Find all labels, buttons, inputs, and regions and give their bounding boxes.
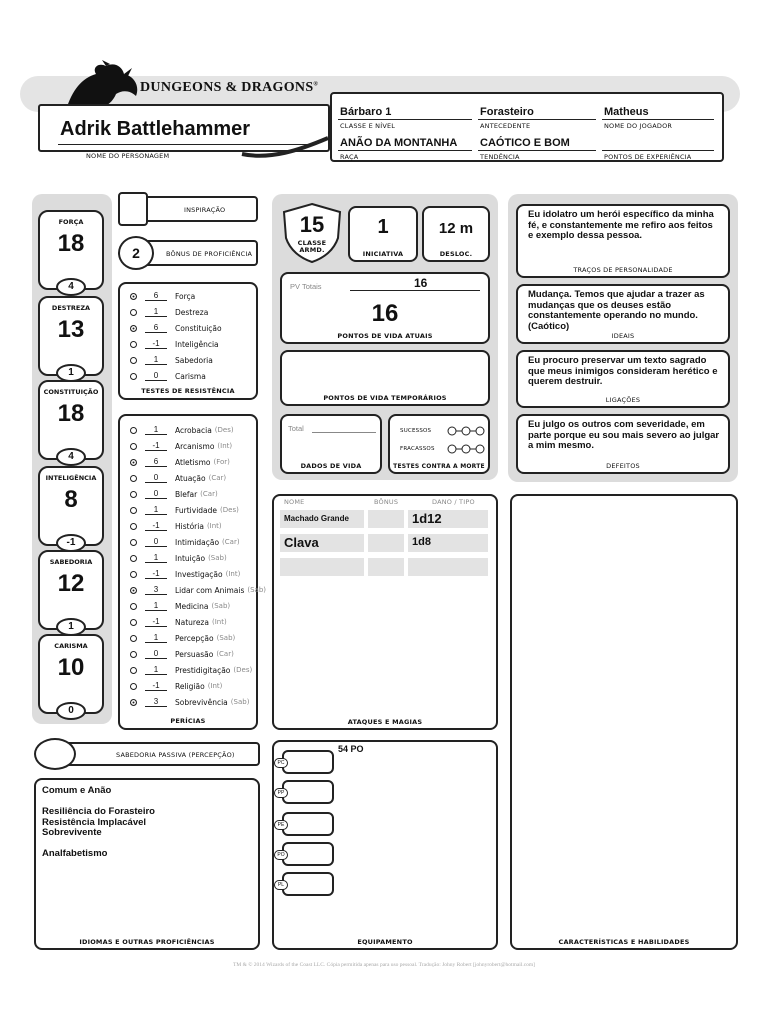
coin-pl[interactable] [277,872,334,896]
skill-name: Natureza [175,617,209,627]
skill-row[interactable] [130,454,230,470]
attr-constitution-score[interactable]: 18 [57,400,85,427]
death-fail-circles[interactable] [446,442,486,454]
save-value[interactable]: 6 [145,323,167,333]
attr-dexterity-name: DESTREZA [51,304,91,312]
player-name-value[interactable]: Matheus [604,106,649,118]
attr-intelligence-score[interactable]: 8 [64,486,78,513]
attr-intelligence[interactable] [38,466,104,546]
player-name-line [602,119,714,120]
hp-max-label: PV Totais [290,282,322,291]
skill-row[interactable] [130,630,235,646]
save-value[interactable]: 6 [145,291,167,301]
prof-dot-icon[interactable] [130,571,137,578]
death-fail-label: FRACASSOS [400,446,435,452]
save-row[interactable] [130,336,219,352]
prof-dot-icon[interactable] [130,667,137,674]
coin-pe-label: PE [274,820,288,830]
skill-name: Acrobacia [175,425,212,435]
armor-class-shield[interactable] [280,202,344,264]
skill-row[interactable] [130,470,226,486]
hp-temp-panel[interactable] [280,350,490,406]
language-line[interactable]: Resistência Implacável [42,816,147,828]
language-line[interactable]: Comum e Anão [42,785,112,796]
attack-bonus-cell[interactable] [368,558,404,576]
hit-dice-total-line [312,432,376,433]
attr-wisdom-score[interactable]: 12 [57,570,85,597]
prof-dot-icon[interactable] [130,459,137,466]
speed-box [422,206,490,262]
attacks-col-bonus: BÔNUS [374,498,399,506]
attr-wisdom[interactable] [38,550,104,630]
skill-ability: (Sab) [247,586,266,594]
armor-class-label: CLASSE ARMD. [297,239,327,254]
skill-ability: (Car) [200,490,218,498]
skill-name: Sobrevivência [175,697,228,707]
prof-dot-icon[interactable] [130,619,137,626]
save-row[interactable] [130,288,195,304]
personality-label: TRAÇOS DE PERSONALIDADE [573,266,673,274]
skill-value[interactable]: -1 [145,617,167,627]
skill-row[interactable] [130,566,240,582]
hp-max-line [350,290,480,291]
skill-name: Intimidação [175,537,220,547]
skill-ability: (Int) [207,682,223,690]
passive-wisdom-value[interactable] [34,738,76,770]
prof-dot-icon[interactable] [130,357,137,364]
flaws-text[interactable]: Eu julgo os outros com severidade, em parte porque eu sou mais severo ao julgar a mim mesmo. [528,419,720,451]
prof-dot-icon[interactable] [130,523,137,530]
flaws-panel[interactable] [516,414,730,474]
attack-damage-cell[interactable]: 1d8 [408,534,488,552]
skills-label: PERÍCIAS [170,717,206,725]
skill-ability: (Int) [217,442,233,450]
coin-pp-label: PP [274,788,288,798]
languages-panel [34,778,260,950]
attr-wisdom-mod[interactable]: 1 [56,618,86,636]
class-level-value[interactable]: Bárbaro 1 [340,106,392,118]
skill-ability: (Car) [216,650,234,658]
death-success-circles[interactable] [446,424,486,436]
attacks-col-damage: DANO / TIPO [432,498,475,506]
skill-name: Atuação [175,473,206,483]
speed-value[interactable]: 12 m [438,220,474,237]
skill-name: Persuasão [175,649,214,659]
initiative-box [348,206,418,262]
prof-dot-icon[interactable] [130,341,137,348]
skill-value[interactable]: 1 [145,633,167,643]
skill-row[interactable] [130,438,232,454]
race-line [338,150,472,151]
save-row[interactable] [130,304,208,320]
bonds-text[interactable]: Eu procuro preservar um texto sagrado que meus inimigos consideram herético e querem destruir. [528,355,718,387]
skill-name: História [175,521,204,531]
hp-current-label: PONTOS DE VIDA ATUAIS [337,332,433,340]
ideals-panel[interactable] [516,284,730,344]
skill-ability: (Int) [206,522,222,530]
attr-charisma-mod[interactable]: 0 [56,702,86,720]
save-row[interactable] [130,352,213,368]
skill-row[interactable] [130,518,222,534]
character-name[interactable]: Adrik Battlehammer [60,118,251,140]
coin-pc[interactable] [277,750,334,774]
passive-wisdom-label: SABEDORIA PASSIVA (PERCEPÇÃO) [116,751,235,759]
hit-dice-label: DADOS DE VIDA [300,462,362,470]
prof-dot-icon[interactable] [130,427,137,434]
save-name: Constituição [175,323,222,333]
prof-dot-icon[interactable] [130,373,137,380]
equipment-money[interactable]: 54 PO [338,744,364,754]
attacks-panel [272,494,498,730]
skill-name: Furtividade [175,505,218,515]
attack-bonus-cell[interactable] [368,534,404,552]
skill-value[interactable]: 0 [145,649,167,659]
prof-dot-icon[interactable] [130,293,137,300]
background-value[interactable]: Forasteiro [480,106,534,118]
prof-dot-icon[interactable] [130,555,137,562]
attr-strength-name: FORÇA [58,218,84,226]
class-level-line [338,119,472,120]
save-row[interactable] [130,368,206,384]
saving-throws-panel [118,282,258,400]
background-line [478,119,596,120]
class-level-label: CLASSE E NÍVEL [340,122,396,130]
skill-name: Prestidigitação [175,665,231,675]
equipment-label: EQUIPAMENTO [357,938,413,946]
coin-pc-label: PC [274,758,288,768]
proficiency-value[interactable]: 2 [118,236,154,270]
prof-dot-icon[interactable] [130,507,137,514]
race-label: RAÇA [340,153,359,161]
skill-ability: (Car) [222,538,240,546]
initiative-label: INICIATIVA [362,250,404,258]
prof-dot-icon[interactable] [130,539,137,546]
prof-dot-icon[interactable] [130,443,137,450]
prof-dot-icon[interactable] [130,635,137,642]
attacks-col-name: NOME [284,498,305,506]
save-value[interactable]: 0 [145,371,167,381]
skill-value[interactable]: 3 [145,697,167,707]
save-name: Sabedoria [175,355,213,365]
skill-name: Religião [175,681,205,691]
languages-label: IDIOMAS E OUTRAS PROFICIÊNCIAS [79,938,215,946]
xp-label: PONTOS DE EXPERIÊNCIA [604,153,692,161]
language-line[interactable]: Resiliência do Forasteiro [42,806,155,817]
skill-name: Medicina [175,601,209,611]
skill-ability: (Sab) [211,602,231,610]
skill-name: Intuição [175,553,206,563]
coin-po[interactable] [277,842,334,866]
skill-name: Arcanismo [175,441,215,451]
speed-label: DESLOC. [439,250,473,258]
prof-dot-icon[interactable] [130,699,137,706]
attr-dexterity-mod[interactable]: 1 [56,364,86,382]
hp-temp-label: PONTOS DE VIDA TEMPORÁRIOS [323,394,447,402]
initiative-value[interactable]: 1 [377,216,389,238]
skill-ability: (Int) [225,570,241,578]
save-name: Destreza [175,307,209,317]
skill-ability: (Sab) [216,634,236,642]
skill-value[interactable]: 1 [145,665,167,675]
race-value[interactable]: ANÃO DA MONTANHA [340,137,458,149]
skill-value[interactable]: 3 [145,585,167,595]
bonds-panel[interactable] [516,350,730,408]
skill-row[interactable] [130,598,230,614]
skill-ability: (For) [213,458,230,466]
skill-name: Percepção [175,633,214,643]
attr-wisdom-name: SABEDORIA [49,558,93,566]
attr-charisma[interactable] [38,634,104,714]
flaws-label: DEFEITOS [606,462,640,470]
alignment-line [478,150,596,151]
save-name: Inteligência [175,339,219,349]
attr-strength-score[interactable]: 18 [57,230,85,257]
save-name: Carisma [175,371,206,381]
death-saves-label: TESTES CONTRA A MORTE [393,463,485,470]
attack-damage-cell[interactable]: 1d12 [408,510,488,528]
skill-value[interactable]: 1 [145,425,167,435]
death-success-label: SUCESSOS [400,428,432,434]
skill-value[interactable]: -1 [145,569,167,579]
inspiration-label: INSPIRAÇÃO [184,206,226,214]
skill-row[interactable] [130,550,227,566]
prof-dot-icon[interactable] [130,325,137,332]
skill-value[interactable]: -1 [145,681,167,691]
skill-ability: (Des) [233,666,253,674]
save-value[interactable]: -1 [145,339,167,349]
death-saves-panel [388,414,490,474]
features-label: CARACTERÍSTICAS E HABILIDADES [558,938,690,946]
skill-ability: (Sab) [230,698,250,706]
skill-value[interactable]: 6 [145,457,167,467]
attack-name-cell[interactable]: Machado Grande [280,510,364,528]
hit-dice-total-label: Total [288,424,304,433]
skill-row[interactable] [130,534,240,550]
personality-text[interactable]: Eu idolatro um herói específico da minha fé, e constantemente me refiro aos feitos e exemplo dessa pessoa. [528,209,714,241]
attr-constitution[interactable] [38,380,104,460]
proficiency-label: BÔNUS DE PROFICIÊNCIA [166,250,253,258]
save-value[interactable]: 1 [145,307,167,317]
save-name: Força [175,291,196,301]
background-label: ANTECEDENTE [480,122,531,130]
skill-ability: (Int) [211,618,227,626]
attr-strength[interactable] [38,210,104,290]
skill-value[interactable]: 0 [145,473,167,483]
attr-dexterity[interactable] [38,296,104,376]
armor-class-value[interactable]: 15 [299,212,325,237]
attr-charisma-name: CARISMA [54,642,88,650]
save-row[interactable] [130,320,222,336]
ideals-text[interactable]: Mudança. Temos que ajudar a trazer as mudanças que os deuses estão constantemente operando no mundo. (Caótico) [528,289,705,332]
inspiration-square[interactable] [118,192,148,226]
skills-panel [118,414,266,730]
prof-dot-icon[interactable] [130,603,137,610]
prof-dot-icon[interactable] [130,309,137,316]
attr-intelligence-mod[interactable]: -1 [56,534,86,552]
bonds-label: LIGAÇÕES [605,396,641,404]
skill-name: Lidar com Animais [175,585,245,595]
skill-row[interactable] [130,582,266,598]
skill-name: Atletismo [175,457,211,467]
skill-row[interactable] [130,694,249,710]
attr-dexterity-score[interactable]: 13 [57,316,85,343]
character-name-label: NOME DO PERSONAGEM [86,152,170,160]
skill-value[interactable]: 1 [145,601,167,611]
skill-row[interactable] [130,678,222,694]
skill-value[interactable]: -1 [145,521,167,531]
attacks-label: ATAQUES E MAGIAS [347,718,423,726]
skill-row[interactable] [130,486,218,502]
attr-charisma-score[interactable]: 10 [57,654,85,681]
scroll-curl-icon [240,132,330,162]
saving-throws-label: TESTES DE RESISTÊNCIA [141,387,235,395]
skill-value[interactable]: 1 [145,505,167,515]
hp-current-panel [280,272,490,344]
hp-max-value[interactable]: 16 [414,276,428,290]
coin-pl-label: PL [274,880,288,890]
skill-row[interactable] [130,502,239,518]
skill-ability: (Sab) [208,554,227,562]
attack-damage-cell[interactable] [408,558,488,576]
prof-dot-icon[interactable] [130,683,137,690]
attack-bonus-cell[interactable] [368,510,404,528]
features-panel[interactable] [510,494,738,950]
skill-row[interactable] [130,646,234,662]
hit-dice-panel[interactable] [280,414,382,474]
logo-text: DUNGEONS & DRAGONS® [140,80,319,95]
attack-name-cell[interactable]: Clava [280,534,364,552]
prof-dot-icon[interactable] [130,491,137,498]
skill-name: Investigação [175,569,223,579]
skill-row[interactable] [130,614,227,630]
personality-panel[interactable] [516,204,730,278]
skill-name: Blefar [175,489,198,499]
skill-value[interactable]: 1 [145,553,167,563]
attr-intelligence-name: INTELIGÊNCIA [45,474,97,482]
alignment-label: TENDÊNCIA [480,153,520,161]
footer-copyright: TM & © 2014 Wizards of the Coast LLC. Cópia permitida apenas para uso pessoal. Tradução: Johny Robert [johnyrobert@hotmail.com] [232,962,536,968]
attr-constitution-name: CONSTITUIÇÃO [43,388,99,396]
attr-constitution-mod[interactable]: 4 [56,448,86,466]
skill-row[interactable] [130,422,234,438]
language-line[interactable]: Sobrevivente [42,827,102,838]
coin-po-label: PO [274,850,288,860]
coin-pe[interactable] [277,812,334,836]
skill-ability: (Des) [220,506,239,514]
prof-dot-icon[interactable] [130,651,137,658]
alignment-value[interactable]: CAÓTICO E BOM [480,137,570,149]
skill-ability: (Des) [214,426,234,434]
hp-current-value[interactable]: 16 [371,300,399,327]
prof-dot-icon[interactable] [130,587,137,594]
save-value[interactable]: 1 [145,355,167,365]
skill-value[interactable]: -1 [145,441,167,451]
attack-name-cell[interactable] [280,558,364,576]
skill-row[interactable] [130,662,252,678]
skill-value[interactable]: 0 [145,489,167,499]
language-line[interactable]: Analfabetismo [42,848,108,859]
player-name-label: NOME DO JOGADOR [604,122,673,130]
attr-strength-mod[interactable]: 4 [56,278,86,296]
coin-pp[interactable] [277,780,334,804]
prof-dot-icon[interactable] [130,475,137,482]
xp-line [602,150,714,151]
ideals-label: IDEAIS [611,332,635,340]
skill-value[interactable]: 0 [145,537,167,547]
skill-ability: (Car) [208,474,227,482]
